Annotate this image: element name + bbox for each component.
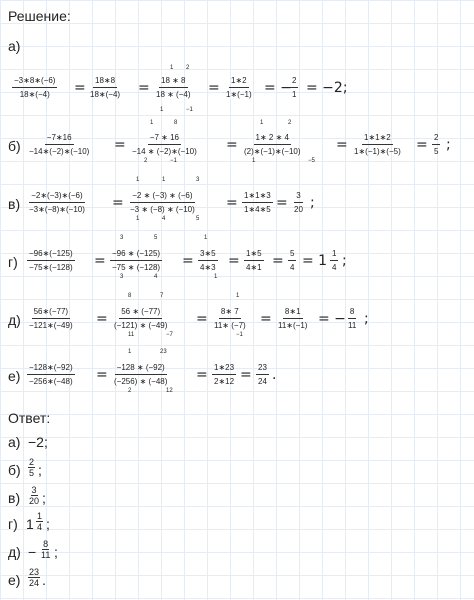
reduction-mark: 7: [160, 293, 164, 299]
fraction-denominator: 1∗(−1): [226, 90, 252, 99]
reduction-mark: 3: [120, 274, 124, 280]
part-b-label: б): [8, 138, 21, 154]
fraction-numerator: 2: [432, 132, 440, 145]
fraction-denominator: 4: [37, 522, 43, 532]
fraction-numerator: 23: [29, 567, 40, 577]
fraction-denominator: −3 ∗ (−8) ∗ (−10): [130, 205, 195, 214]
answer-b-label: б): [8, 462, 21, 478]
part-v-fraction-4: [292, 190, 305, 215]
fraction-numerator: 1∗2: [229, 75, 249, 88]
part-e-fraction-4: [256, 362, 269, 387]
fraction-numerator: 56∗(−77): [32, 306, 71, 319]
part-g-fraction-3: [198, 248, 218, 273]
answer-d-fraction: [40, 539, 51, 560]
part-d-fraction-1: [27, 306, 75, 331]
reduction-mark: 3: [120, 235, 124, 241]
answer-a-label: а): [8, 434, 21, 450]
fraction-denominator: 5: [434, 147, 439, 156]
semicolon: ;: [446, 137, 451, 153]
part-e-fraction-3: [212, 362, 236, 387]
answer-v-tail: ;: [42, 490, 46, 506]
equals-sign: =: [196, 311, 208, 327]
fraction-denominator: 1∗(−1)∗(−5): [354, 147, 401, 156]
equals-sign: =: [112, 195, 124, 211]
answer-g-fraction: [36, 511, 43, 532]
equals-sign: =: [74, 80, 86, 96]
fraction-numerator: 8: [43, 539, 49, 549]
fraction-numerator: 56 ∗ (−77): [119, 306, 162, 319]
equals-sign: =: [196, 367, 208, 383]
answer-title: Ответ:: [8, 410, 51, 426]
part-d-label: д): [8, 312, 21, 328]
reduction-mark: 4: [162, 216, 166, 222]
fraction-numerator: −128∗(−92): [27, 362, 75, 375]
answer-g-tail: ;: [46, 516, 50, 532]
answer-e-tail: .: [42, 572, 46, 588]
fraction-numerator: 1∗23: [212, 362, 236, 375]
answer-e-fraction: [28, 567, 40, 588]
reduction-mark: 5: [196, 216, 200, 222]
part-b-fraction-5: [432, 132, 440, 157]
fraction-numerator: 2: [290, 75, 298, 88]
answer-g-label: г): [8, 516, 18, 532]
equals-sign: =: [96, 311, 108, 327]
fraction-denominator: 5: [29, 468, 35, 478]
fraction-denominator: 11: [41, 550, 51, 560]
fraction-numerator: 1∗1∗2: [362, 132, 393, 145]
fraction-numerator: 1∗5: [244, 248, 264, 261]
reduction-mark: 1: [160, 107, 164, 113]
part-g-mixed-fraction: [330, 248, 338, 273]
mixed-number-whole: = 1: [302, 253, 328, 269]
answer-d-tail: ;: [54, 544, 58, 560]
equals-sign: =: [94, 253, 106, 269]
fraction-denominator: −14 ∗ (−2)∗(−10): [132, 147, 197, 156]
reduction-mark: −1: [170, 158, 177, 164]
fraction-denominator: 4∗1: [246, 263, 262, 272]
reduction-mark: −1: [236, 332, 243, 338]
equals-sign: =: [96, 367, 108, 383]
answer-b-fraction: [28, 457, 35, 478]
equals-sign: =: [416, 137, 428, 153]
fraction-denominator: 11∗ (−7): [214, 321, 246, 330]
fraction-numerator: 18∗8: [93, 75, 117, 88]
answer-b-tail: ;: [38, 462, 42, 478]
reduction-mark: 5: [154, 235, 158, 241]
fraction-numerator: 3: [31, 485, 37, 495]
fraction-denominator: 1∗4∗5: [244, 205, 271, 214]
equals-sign: =: [272, 253, 284, 269]
equals-sign: =: [226, 137, 238, 153]
solution-title: Решение:: [8, 8, 71, 24]
fraction-denominator: 2∗12: [214, 377, 235, 386]
part-b-fraction-1: [27, 132, 91, 157]
reduction-mark: 2: [186, 65, 190, 71]
answer-d-minus: −: [28, 544, 37, 560]
fraction-denominator: 4∗3: [200, 263, 216, 272]
part-b-fraction-2: [130, 132, 199, 157]
equals-sign: =: [226, 195, 238, 211]
reduction-mark: 8: [128, 293, 132, 299]
part-a-result: = −2;: [306, 80, 348, 96]
fraction-denominator: (−121) ∗ (−49): [114, 321, 168, 330]
part-a-fraction-3: [154, 75, 193, 100]
reduction-mark: −7: [166, 332, 173, 338]
fraction-numerator: −96 ∗ (−125): [110, 248, 162, 261]
reduction-mark: 11: [128, 332, 135, 338]
fraction-numerator: −3∗8∗(−6): [12, 75, 57, 88]
part-d-fraction-4: [276, 306, 309, 331]
part-e-fraction-1: [27, 362, 75, 387]
fraction-denominator: −256∗(−48): [29, 377, 73, 386]
fraction-numerator: 8∗1: [283, 306, 303, 319]
reduction-mark: −5: [308, 158, 315, 164]
reduction-mark: 2: [288, 120, 292, 126]
part-v-fraction-3: [242, 190, 273, 215]
reduction-mark: 1: [136, 177, 140, 183]
fraction-denominator: 11∗(−1): [278, 321, 308, 330]
semicolon: ;: [310, 195, 315, 211]
reduction-mark: 3: [196, 177, 200, 183]
part-b-fraction-3: [242, 132, 303, 157]
part-e-fraction-2: [112, 362, 169, 387]
fraction-numerator: −128 ∗ (−92): [115, 362, 167, 375]
fraction-denominator: 11: [348, 321, 357, 330]
part-a-fraction-2: [88, 75, 122, 100]
reduction-mark: 1: [150, 120, 154, 126]
answer-v-fraction: [28, 485, 40, 506]
fraction-denominator: (2)∗(−1)∗(−10): [244, 147, 301, 156]
fraction-denominator: 20: [294, 205, 303, 214]
fraction-numerator: 8∗ 7: [219, 306, 241, 319]
fraction-denominator: −14∗(−2)∗(−10): [29, 147, 90, 156]
fraction-numerator: −7 ∗ 16: [148, 132, 181, 145]
equals-sign: =: [114, 137, 126, 153]
fraction-numerator: 2: [29, 457, 35, 467]
fraction-numerator: 1: [37, 511, 43, 521]
part-b-fraction-4: [352, 132, 403, 157]
answer-g-whole: 1: [26, 516, 34, 532]
fraction-numerator: 1∗ 2 ∗ 4: [254, 132, 291, 145]
reduction-mark: 1: [162, 177, 166, 183]
fraction-numerator: 1: [330, 248, 338, 261]
answer-e-label: е): [8, 572, 21, 588]
fraction-denominator: −75∗(−128): [29, 263, 73, 272]
reduction-mark: 2: [144, 158, 148, 164]
fraction-denominator: 18∗(−4): [19, 90, 50, 99]
reduction-mark: 1: [252, 158, 256, 164]
equals-sign: =: [336, 137, 348, 153]
part-d-fraction-5: [346, 306, 358, 331]
equals-sign: =: [208, 80, 220, 96]
part-g-fraction-5: [288, 248, 296, 273]
semicolon: ;: [364, 311, 369, 327]
fraction-denominator: −121∗(−49): [29, 321, 73, 330]
fraction-denominator: 20: [29, 496, 40, 506]
part-d-fraction-3: [212, 306, 248, 331]
part-a-fraction-4: [224, 75, 254, 100]
reduction-mark: 1: [260, 120, 264, 126]
part-v-label: в): [8, 196, 21, 212]
part-v-fraction-1: [27, 190, 87, 215]
fraction-denominator: 18∗(−4): [90, 90, 121, 99]
fraction-numerator: −2 ∗ (−3) ∗ (−6): [130, 190, 194, 203]
reduction-mark: −1: [186, 107, 193, 113]
equals-sign: =: [260, 311, 272, 327]
reduction-mark: 1: [136, 216, 140, 222]
fraction-numerator: 18 ∗ 8: [159, 75, 188, 88]
reduction-mark: 2: [128, 388, 132, 394]
part-a-fraction-1: [12, 75, 57, 100]
equals-minus: = −: [318, 311, 346, 327]
part-e-label: е): [8, 368, 21, 384]
reduction-mark: 23: [160, 349, 167, 355]
reduction-mark: 12: [166, 388, 173, 394]
equals-minus: = −: [264, 80, 292, 96]
reduction-mark: 1: [214, 274, 218, 280]
fraction-denominator: 24: [258, 377, 267, 386]
fraction-denominator: 18 ∗ (−4): [156, 90, 191, 99]
fraction-numerator: 3: [294, 190, 302, 203]
part-d-fraction-2: [112, 306, 169, 331]
answer-a-value: −2;: [28, 434, 48, 450]
part-a-label: а): [8, 38, 21, 54]
period: .: [272, 367, 277, 383]
part-g-fraction-1: [27, 248, 75, 273]
part-a-fraction-5: [290, 75, 298, 100]
fraction-numerator: 1∗1∗3: [242, 190, 273, 203]
part-g-label: г): [8, 254, 18, 270]
part-v-fraction-2: [128, 190, 197, 215]
reduction-mark: 4: [154, 274, 158, 280]
reduction-mark: 1: [128, 349, 132, 355]
answer-v-label: в): [8, 490, 21, 506]
equals-sign: =: [240, 367, 252, 383]
fraction-numerator: −7∗16: [45, 132, 74, 145]
fraction-denominator: 4: [332, 263, 337, 272]
part-g-fraction-4: [244, 248, 264, 273]
part-g-fraction-2: [110, 248, 162, 273]
reduction-mark: 1: [170, 65, 174, 71]
answer-d-label: д): [8, 544, 21, 560]
fraction-denominator: −3∗(−8)∗(−10): [29, 205, 85, 214]
semicolon: ;: [342, 253, 347, 269]
fraction-denominator: 24: [29, 578, 40, 588]
fraction-numerator: 8: [348, 306, 356, 319]
fraction-numerator: 5: [288, 248, 296, 261]
equals-sign: =: [228, 253, 240, 269]
fraction-numerator: 23: [256, 362, 269, 375]
fraction-numerator: 3∗5: [198, 248, 218, 261]
fraction-denominator: (−256) ∗ (−48): [114, 377, 168, 386]
equals-sign: =: [138, 80, 150, 96]
reduction-mark: 8: [174, 120, 178, 126]
reduction-mark: 1: [236, 293, 240, 299]
fraction-numerator: −96∗(−125): [27, 248, 75, 261]
fraction-numerator: −2∗(−3)∗(−6): [29, 190, 84, 203]
reduction-mark: 1: [204, 235, 208, 241]
fraction-denominator: 4: [290, 263, 295, 272]
equals-sign: =: [182, 253, 194, 269]
equals-sign: =: [276, 195, 288, 211]
fraction-denominator: −75 ∗ (−128): [112, 263, 161, 272]
fraction-denominator: 1: [292, 90, 297, 99]
